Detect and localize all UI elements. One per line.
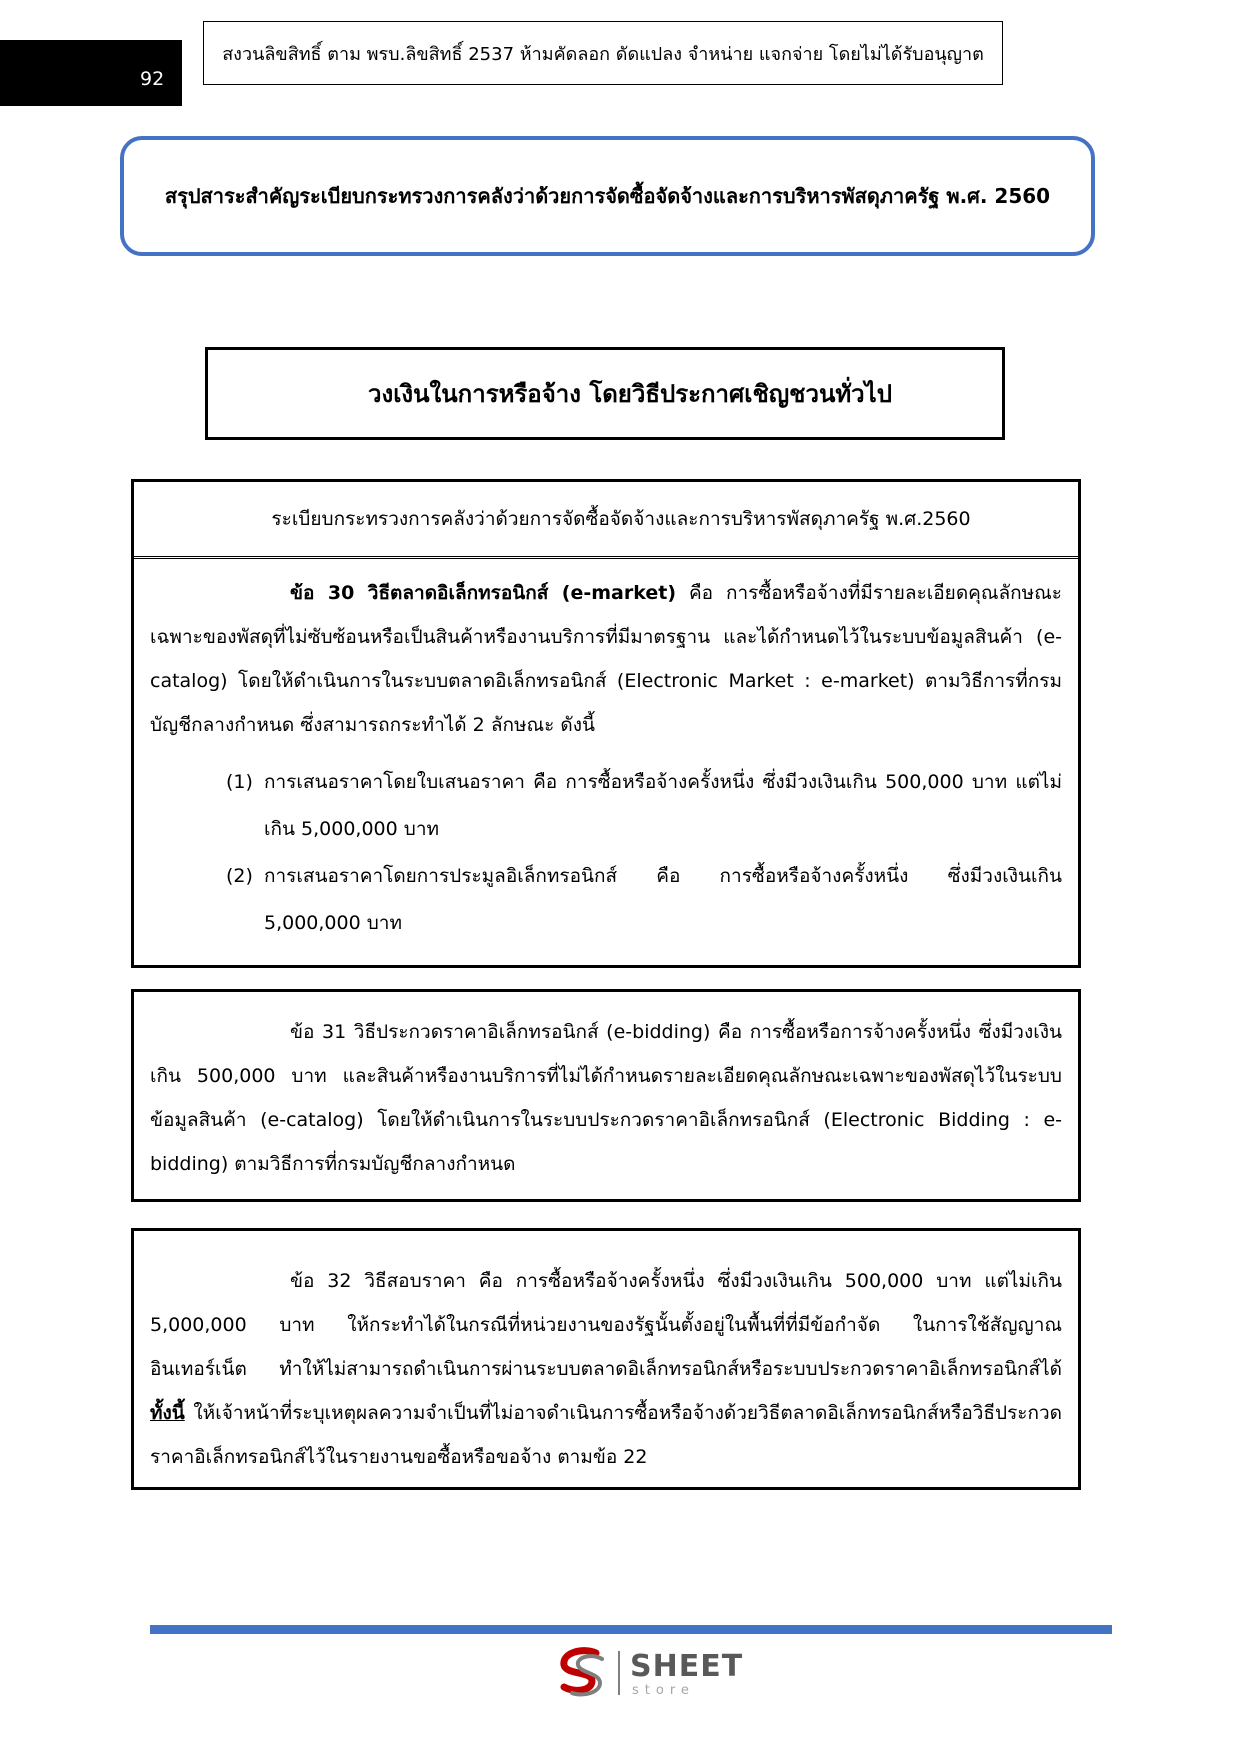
logo-subtitle: store [632,1683,695,1698]
clause-30-paragraph [134,559,1078,747]
footer-divider [150,1625,1112,1634]
list-item [226,853,1062,947]
copyright-text: สงวนลิขสิทธิ์ ตาม พรบ.ลิขสิทธิ์ 2537 ห้ามคัดลอก ดัดแปลง จำหน่าย แจกจ่าย โดยไม่ได้รับอนุญาต [222,43,984,65]
list-item [226,759,1062,853]
clause-30-box [131,479,1081,968]
clause-32-text: ข้อ 32 วิธีสอบราคา คือ การซื้อหรือจ้างครั้งหนึ่ง ซึ่งมีวงเงินเกิน 500,000 บาท แต่ไม่เกิน 5,000,000 บาท ให้กระทำได้ในกรณีที่หน่วยงานของรัฐนั้นตั้งอยู่ในพื้นที่ที่มีข้อกำจัด ในการใช้สัญญาณอินเทอร์เน็ต ทำให้ไม่สามารถดำเนินการผ่านระบบตลาดอิเล็กทรอนิกส์หรือระบบประกวดราคาอิเล็กทรอนิกส์ได้ [150,1270,1062,1380]
clause-32-emphasis: ทั้งนี้ [150,1402,185,1424]
copyright-notice [203,21,1003,85]
list-item-number: (2) [226,865,253,887]
clause-32-text-after: ให้เจ้าหน้าที่ระบุเหตุผลความจำเป็นที่ไม่อาจดำเนินการซื้อหรือจ้างด้วยวิธีตลาดอิเล็กทรอนิกส์หรือวิธีประกวดราคาอิเล็กทรอนิกส์ไว้ในรายงานขอซื้อหรือขอจ้าง ตามข้อ 22 [150,1402,1062,1468]
clause-31-text: ข้อ 31 วิธีประกวดราคาอิเล็กทรอนิกส์ (e-bidding) คือ การซื้อหรือการจ้างครั้งหนึ่ง ซึ่งมีวงเงินเกิน 500,000 บาท และสินค้าหรืองานบริการที่ไม่ได้กำหนดรายละเอียดคุณลักษณะเฉพาะของพัสดุไว้ในระบบข้อมูลสินค้า (e-catalog) โดยให้ดำเนินการในระบบประกวดราคาอิเล็กทรอนิกส์ (Electronic Bidding : e-bidding) ตามวิธีการที่กรมบัญชีกลางกำหนด [150,1021,1062,1175]
list-item-text: การเสนอราคาโดยการประมูลอิเล็กทรอนิกส์ คือ การซื้อหรือจ้างครั้งหนึ่ง ซึ่งมีวงเงินเกิน 5,000,000 บาท [264,865,1062,934]
clause-30-title: ข้อ 30 วิธีตลาดอิเล็กทรอนิกส์ (e-market) [290,582,677,604]
clause-30-text: คือ การซื้อหรือจ้างที่มีรายละเอียดคุณลักษณะเฉพาะของพัสดุที่ไม่ซับซ้อนหรือเป็นสินค้าหรืองานบริการที่มีมาตรฐาน และได้กำหนดไว้ในระบบข้อมูลสินค้า (e-catalog) โดยให้ดำเนินการในระบบตลาดอิเล็กทรอนิกส์ (Electronic Market : e-market) ตามวิธีการที่กรมบัญชีกลางกำหนด ซึ่งสามารถกระทำได้ 2 ลักษณะ ดังนี้ [150,582,1062,736]
list-item-text: การเสนอราคาโดยใบเสนอราคา คือ การซื้อหรือจ้างครั้งหนึ่ง ซึ่งมีวงเงินเกิน 500,000 บาท แต่ไม่เกิน 5,000,000 บาท [264,771,1062,840]
section-heading [205,347,1005,440]
clause-32-paragraph [150,1259,1062,1479]
section-heading-text: วงเงินในการหรือจ้าง โดยวิธีประกาศเชิญชวนทั่วไป [368,380,892,408]
clause-30-list [134,747,1078,947]
clause-32-box [131,1228,1081,1490]
document-title-box [120,136,1095,256]
regulation-header [134,482,1078,559]
logo-word: SHEET [630,1649,744,1684]
clause-31-box [131,989,1081,1202]
list-item-number: (1) [226,771,253,793]
document-title: สรุปสาระสำคัญระเบียบกระทรวงการคลังว่าด้วยการจัดซื้อจัดจ้างและการบริหารพัสดุภาครัฐ พ.ศ. 2560 [164,184,1051,208]
regulation-header-text: ระเบียบกระทรวงการคลังว่าด้วยการจัดซื้อจัดจ้างและการบริหารพัสดุภาครัฐ พ.ศ.2560 [271,508,971,530]
page-number: 92 [140,68,165,90]
clause-31-paragraph [150,1010,1062,1186]
